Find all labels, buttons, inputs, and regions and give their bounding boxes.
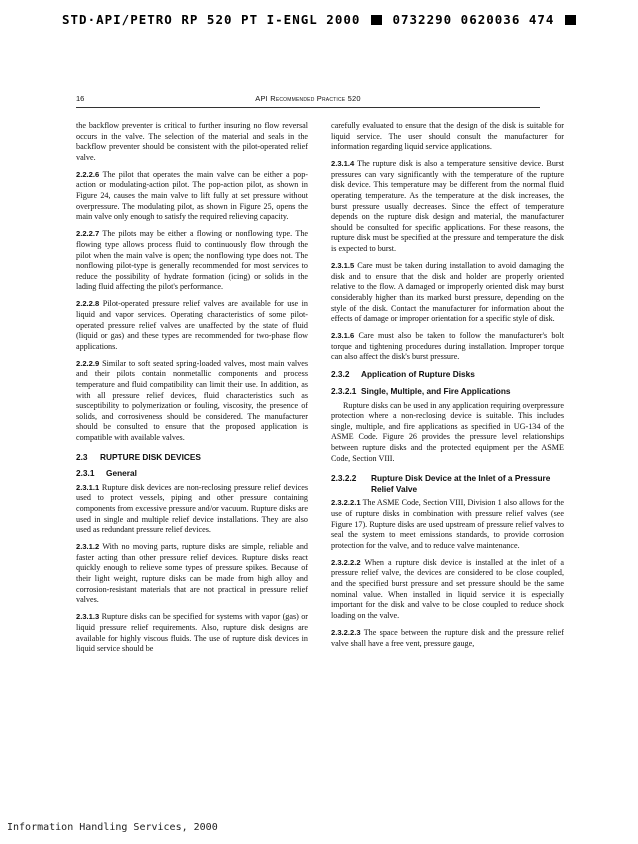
document-id-stamp	[62, 12, 618, 27]
document-number-text: 0732290 0620036 474	[392, 12, 555, 27]
section-text: The ASME Code, Section VIII, Division 1 also allows for the use of rupture disks in combination with pressure relief valves (see Figure 17). Rupture disks are used upstream of pressure relief valves to seal the system to meet emissions standards, to provide corrosion protection for the valve, and to reduce valve maintenance.	[331, 498, 565, 550]
section-text: Similar to soft seated spring-loaded valves, most main valves and their pilots contain nonmetallic components and process temperature and fluid compatibility can limit their use. In addition, as with all pressure relief devices, fluid characteristics such as susceptibility to polymerization or fouling, viscosity, the presence of solids, and corrosiveness should be considered. The manufacturer should be consulted to ensure that the proposed application is compatible with available valves.	[76, 358, 309, 443]
section-text: With no moving parts, rupture disks are simple, reliable and faster acting than other pressure relief devices. Rupture disks react quickly enough to relieve some types of pressure spikes. Because of their light weight, rupture disks can be made from high alloy and corrosion-resistant materials that are not practical in pressure relief valves.	[76, 542, 308, 605]
running-head-title: API Recommended Practice 520	[255, 94, 361, 103]
section-number: 2.3.1.5	[331, 261, 355, 271]
section-text: Rupture disks can be specified for systems with vapor (gas) or liquid pressure relief requirements. Also, rupture disk designs are available for highly viscous fluids. The use of rupture disk devices in liquid service should be	[76, 612, 308, 654]
section-number: 2.3.1.4	[331, 159, 355, 169]
section-number: 2.3.2.2.2	[331, 557, 361, 567]
heading-number: 2.3.2.1	[331, 386, 357, 397]
section-2-2-2-6	[76, 170, 308, 223]
section-2-2-2-9	[76, 359, 308, 444]
heading-2-3	[76, 452, 308, 463]
heading-title: Single, Multiple, and Fire Applications	[361, 386, 511, 397]
section-number: 2.2.2.9	[76, 358, 100, 368]
heading-number: 2.3.2.2	[331, 473, 357, 484]
heading-number: 2.3.1	[76, 468, 95, 479]
heading-title: General	[106, 468, 137, 479]
paragraph: carefully evaluated to ensure that the design of the disk is suitable for liquid service. The user should consult the manufacturer for information regarding liquid service applications.	[331, 121, 564, 152]
section-number: 2.3.2.2.3	[331, 627, 361, 637]
section-2-3-1-6	[331, 331, 564, 363]
heading-2-3-2-2	[331, 473, 564, 494]
paragraph: Rupture disks can be used in any application requiring overpressure protection where a non-reclosing device is suitable. This includes single, multiple, and fire applications as specified in UG-134 of the ASME Code. Figure 26 provides the pressure level relationships between rupture disks and the protected equipment per the ASME Code, Section VIII.	[331, 400, 564, 463]
heading-title: RUPTURE DISK DEVICES	[100, 451, 201, 462]
section-2-3-1-4	[331, 159, 564, 254]
right-column	[331, 121, 564, 656]
section-text: Care must be taken during installation to avoid damaging the disk and to ensure that the disk and holder are properly oriented relative to the flow. A damaged or improperly oriented disk may burst considerably higher than its marked burst pressure, depending on the style of the disk. Contact the manufacturer for information about the effects of damage or improper orientation for a specific style of disk.	[331, 261, 565, 324]
section-text: The space between the rupture disk and the pressure relief valve shall have a free vent, pressure gauge,	[331, 627, 564, 648]
page-number: 16	[76, 94, 85, 103]
section-text: The rupture disk is also a temperature sensitive device. Burst pressures can vary significantly with the temperature of the rupture disk device. This temperature may be different from the normal fluid operating temperature. As the temperature at the disk increases, the burst pressure usually decreases. Since the effect of temperature depends on the rupture disk design and material, the manufacturer should be consulted for specific applications. For these reasons, the rupture disk must be specified at the pressure and temperature the disk is expected to burst.	[331, 159, 565, 254]
section-2-3-2-2-2	[331, 558, 564, 622]
section-text: Care must also be taken to follow the manufacturer's bolt torque and tightening procedures during installation. Improper torque can also affect the disk's burst pressure.	[331, 331, 565, 362]
section-number: 2.3.1.3	[76, 612, 100, 622]
section-2-2-2-7	[76, 229, 308, 293]
heading-2-3-1	[76, 468, 308, 479]
section-number: 2.2.2.8	[76, 299, 100, 309]
section-2-3-1-5	[331, 261, 564, 325]
section-text: The pilot that operates the main valve can be either a pop-action or modulating-action pilot. The pop-action pilot, as shown in Figure 24, causes the main valve to lift fully at set pressure without overpressure. The modulating pilot, as shown in Figure 25, opens the main valve only enough to satisfy the required relieving capacity.	[76, 169, 308, 222]
section-2-2-2-8	[76, 299, 308, 352]
running-head	[76, 94, 540, 106]
document-id-text: STD·API/PETRO RP 520 PT I-ENGL 2000	[62, 12, 361, 27]
footer-watermark: Information Handling Services, 2000	[7, 822, 218, 833]
heading-number: 2.3	[76, 451, 88, 462]
heading-number: 2.3.2	[331, 369, 350, 380]
section-number: 2.2.2.7	[76, 229, 100, 239]
stamp-block	[371, 15, 382, 25]
section-2-3-1-2	[76, 542, 308, 606]
section-number: 2.3.2.2.1	[331, 498, 361, 508]
heading-2-3-2-1	[331, 386, 564, 397]
section-number: 2.3.1.1	[76, 482, 100, 492]
section-2-3-2-2-1	[331, 498, 564, 551]
paragraph: the backflow preventer is critical to further insuring no flow reversal occurs in the valve. The selection of the material and seals in the backflow preventer should be consistent with the pilot-operated relief valve.	[76, 121, 308, 162]
section-number: 2.3.1.2	[76, 542, 100, 552]
section-number: 2.2.2.6	[76, 169, 100, 179]
section-text: The pilots may be either a flowing or nonflowing type. The flowing type allows process fluid to continuously flow through the pilot when the main valve is open; the nonflowing type does not. The nonflowing pilot-type is generally recommended for most services to reduce the possibility of hydrate formation (icing) or solids in the lading fluid affecting the pilot's performance.	[76, 229, 308, 292]
section-text: Rupture disk devices are non-reclosing pressure relief devices used to protect vessels, piping and other pressure containing components from excessive pressure and/or vacuum. Rupture disks are used in single and multiple relief device installations. They are also used as redundant pressure relief devices.	[76, 482, 308, 535]
section-number: 2.3.1.6	[331, 331, 355, 341]
section-2-3-1-1	[76, 483, 308, 536]
section-text: Pilot-operated pressure relief valves are available for use in liquid and vapor services. Operating characteristics of some pilot-operated pressure relief valves are unaffected by the state of fluid (liquid or gas) and these types are recommended for two-phase flow applications.	[76, 299, 308, 351]
section-text: When a rupture disk device is installed at the inlet of a pressure relief valve, the devices are considered to be close coupled, and the specified burst pressure and set pressure should be the same nominal value. When installed in liquid service it is especially important for the disk and valve to be close coupled to reduce shock loading on the valve.	[331, 557, 564, 620]
section-2-3-2-2-3	[331, 628, 564, 649]
stamp-block	[565, 15, 576, 25]
header-rule	[76, 107, 540, 108]
left-column	[76, 121, 308, 661]
heading-title: Rupture Disk Device at the Inlet of a Pressure Relief Valve	[371, 473, 551, 494]
heading-2-3-2	[331, 369, 564, 380]
heading-title: Application of Rupture Disks	[361, 369, 475, 380]
section-2-3-1-3	[76, 612, 308, 654]
